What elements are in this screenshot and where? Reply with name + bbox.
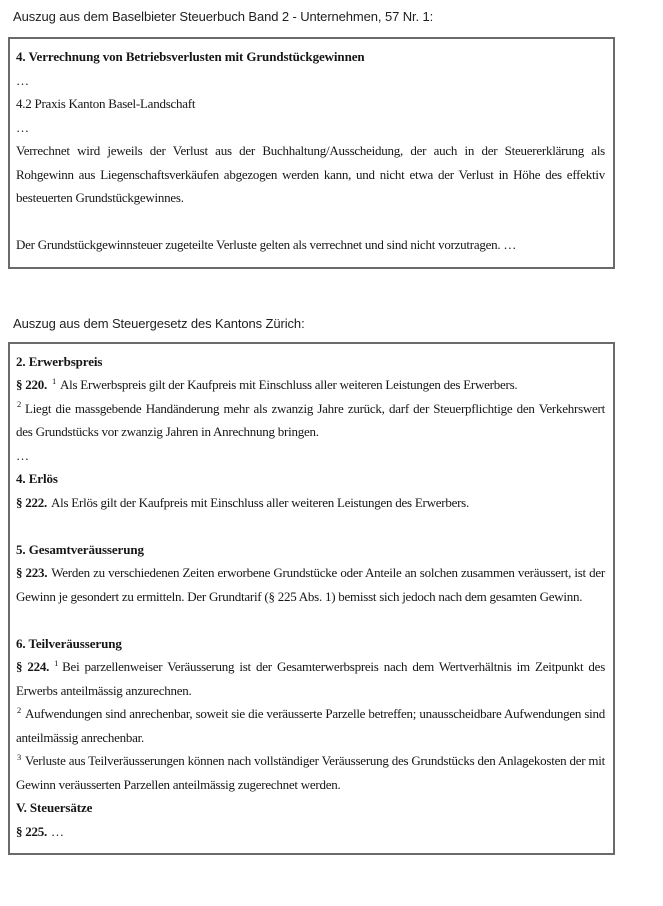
box1-title: 4. Verrechnung von Betriebsverlusten mit Grundstückgewinnen <box>16 49 365 64</box>
paragraph-224-abs3 <box>16 749 605 796</box>
box1-paragraph-verluste: Der Grundstückgewinnsteuer zugeteilte Verluste gelten als verrechnet und sind nicht vorzutragen. … <box>16 237 517 252</box>
heading-gesamtveraeusserung: 5. Gesamtveräusserung <box>16 541 144 557</box>
statute-number-220: § 220. <box>16 377 47 392</box>
box1-subsection-heading: 4.2 Praxis Kanton Basel-Landschaft <box>16 96 196 111</box>
heading-erloes: 4. Erlös <box>16 471 58 486</box>
paragraph-224-abs1 <box>16 655 605 702</box>
superscript-1: 1 <box>54 657 59 668</box>
ellipsis-line: … <box>16 72 29 88</box>
paragraph-225 <box>16 820 605 844</box>
paragraph-224-abs2 <box>16 702 605 749</box>
section-steuergesetz-zuerich <box>8 316 663 856</box>
paragraph-220-abs2 <box>16 397 605 444</box>
heading-erwerbspreis: 2. Erwerbspreis <box>16 353 103 369</box>
section2-heading: Auszug aus dem Steuergesetz des Kantons Zürich: <box>13 315 305 331</box>
statute-text-223: Werden zu verschiedenen Zeiten erworbene Grundstücke oder Anteile an solchen zusammen veräussert, ist der Gewinn je gesondert zu ermitteln. Der Grundtarif (§ 225 Abs. 1) bemisst sich jedoch nach dem gesamten Gewinn. <box>16 565 606 604</box>
heading-teilveraeusserung: 6. Teilveräusserung <box>16 635 122 651</box>
paragraph-220 <box>16 373 605 397</box>
section1-excerpt-box <box>8 37 615 269</box>
heading-steuersaetze: V. Steuersätze <box>16 800 93 815</box>
statute-text-222: Als Erlös gilt der Kaufpreis mit Einschluss aller weiteren Leistungen des Erwerbers. <box>51 494 469 510</box>
statute-text-224-abs3: Verluste aus Teilveräusserungen können nach vollständiger Veräusserung des Grundstücks den Anlagekosten der mit Gewinn veräusserten Parzellen anteilmässig zugerechnet werden. <box>16 753 605 792</box>
paragraph-222 <box>16 491 605 515</box>
statute-text-224-abs2: Aufwendungen sind anrechenbar, soweit sie die veräusserte Parzelle betreffen; unausscheidbare Aufwendungen sind anteilmässig anrechenbar. <box>16 706 605 745</box>
statute-text-225: … <box>51 823 64 839</box>
statute-number-225: § 225. <box>16 823 47 839</box>
section2-excerpt-box <box>8 342 615 856</box>
superscript-2: 2 <box>17 399 21 410</box>
section1-heading: Auszug aus dem Baselbieter Steuerbuch Band 2 - Unternehmen, 57 Nr. 1: <box>13 9 434 24</box>
section-baselbieter-steuerbuch <box>8 9 663 269</box>
superscript-2: 2 <box>17 704 21 715</box>
ellipsis-line: … <box>16 119 29 135</box>
box1-paragraph-verrechnung: Verrechnet wird jeweils der Verlust aus der Buchhaltung/Ausscheidung, der auch in der Steuererklärung als Rohgewinn aus Liegenschaftsverkäufen abgezogen werden kann, und nicht etwa der Verlust in Höhe des effektiv besteuerten Grundstückgewinnes. <box>16 143 605 205</box>
superscript-1: 1 <box>52 375 56 386</box>
paragraph-223 <box>16 561 605 608</box>
statute-text-220-abs2: Liegt die massgebende Handänderung mehr als zwanzig Jahre zurück, darf der Steuerpflichtige den Verkehrswert des Grundstücks vor zwanzig Jahren in Anrechnung bringen. <box>16 400 605 439</box>
statute-number-222: § 222. <box>16 494 47 510</box>
ellipsis-line: … <box>16 447 29 463</box>
statute-number-223: § 223. <box>16 565 48 580</box>
statute-text-224-abs1: Bei parzellenweiser Veräusserung ist der Gesamterwerbspreis nach dem Wertverhältnis im Zeitpunkt des Erwerbs anteilmässig anzurechnen. <box>16 659 606 698</box>
statute-number-224: § 224. <box>16 659 50 674</box>
superscript-3: 3 <box>17 751 21 762</box>
statute-text-220: Als Erwerbspreis gilt der Kaufpreis mit Einschluss aller weiteren Leistungen des Erwerbers. <box>60 377 518 392</box>
